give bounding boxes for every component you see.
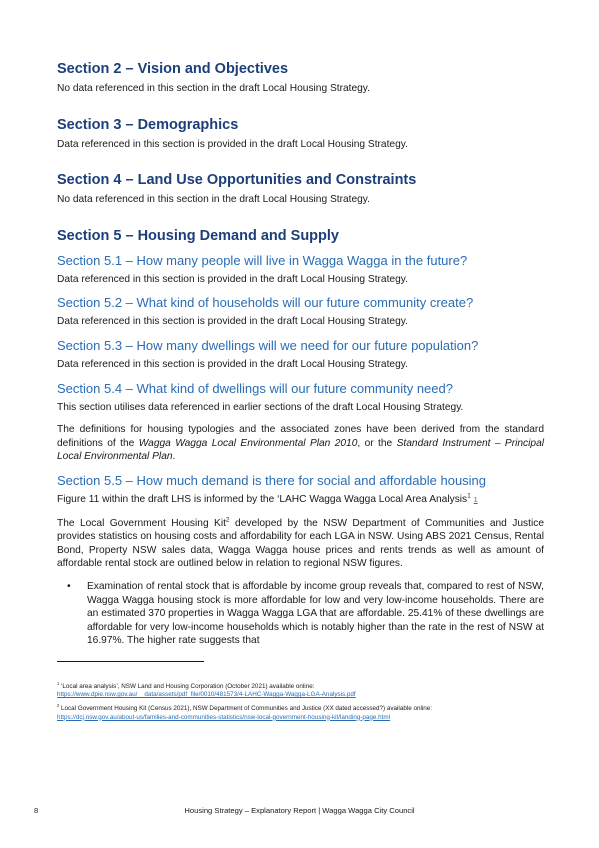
footnote-2 [57,705,544,721]
bullet-list [57,580,544,648]
section-5-4-body-1: This section utilises data referenced in earlier sections of the draft Local Housing Strategy. [57,401,464,413]
section-5-5-heading: Section 5.5 – How much demand is there for social and affordable housing [57,472,487,488]
section-4-body: No data referenced in this section in the draft Local Housing Strategy. [57,194,370,206]
section-5-5-body-2 [57,517,544,571]
section-3-body: Data referenced in this section is provided in the draft Local Housing Strategy. [57,138,408,150]
footnote-number: 2 [57,703,60,709]
footnote-url-1[interactable]: https://www.dpie.nsw.gov.au/__data/assets/pdf_file/0010/481573/4-LAHC-Wagga-Wagga-LGA-Analysis.pdf [57,691,356,699]
section-2-body: No data referenced in this section in the draft Local Housing Strategy. [57,83,370,94]
section-2-heading: Section 2 – Vision and Objectives [57,61,289,77]
section-5-2-body: Data referenced in this section is provided in the draft Local Housing Strategy. [57,316,408,328]
lep-title: Wagga Wagga Local Environmental Plan 2010 [138,437,358,449]
section-3-heading: Section 3 – Demographics [57,116,239,133]
footnote-ref-1: 1 [467,492,471,500]
text-run: , or the [357,437,397,449]
section-5-1-body: Data referenced in this section is provided in the draft Local Housing Strategy. [57,273,408,285]
footnote-ref-2: 2 [225,516,230,524]
page-content [57,60,544,648]
footnote-number: 1 [57,680,60,686]
section-5-4-body-2 [57,423,544,464]
footnote-link-1[interactable]: 1 [473,496,478,504]
section-5-4-heading: Section 5.4 – What kind of dwellings will our future community need? [57,380,453,396]
section-5-3-body: Data referenced in this section is provided in the draft Local Housing Strategy. [57,358,408,370]
text-run: . [172,451,176,463]
section-5-3-heading: Section 5.3 – How many dwellings will we need for our future population? [57,337,479,353]
bullet-icon: • [67,580,71,592]
section-5-heading: Section 5 – Housing Demand and Supply [57,227,339,244]
text-run: The definitions for housing typologies and the associated zones have been derived from the standard definitions of the [57,424,544,449]
footnote-url-2[interactable]: https://dcj.nsw.gov.au/about-us/families-and-communities-statistics/nsw-local-government-housing-kit/landing-page.html [57,713,391,721]
footnotes [57,680,544,728]
section-5-2-heading: Section 5.2 – What kind of households will our future community create? [57,295,474,311]
page-number: 8 [34,806,39,815]
footnote-text: Local Government Housing Kit (Census 2021), NSW Department of Communities and Justice (XX dated accessed?) available online: [59,705,433,713]
standard-instrument-title: Standard Instrument – Principal Local Environmental Plan [57,437,545,463]
footnote-separator [57,661,204,662]
footnote-text: ‘Local area analysis’, NSW Land and Housing Corporation (October 2021) available online: [59,683,315,690]
section-5-5-body-1 [57,493,544,508]
text-run: developed by the NSW Department of Communities and Justice provides statistics on housing costs and affordability for each LGA in NSW. Using ABS 2021 Census, Rental Bond, Property NSW sales data, Wagga Wagga house prices and rents trends as well as amount of affordable rental stock are outlined below in relation to regional NSW figures. [57,517,544,570]
section-5-1-heading: Section 5.1 – How many people will live in Wagga Wagga in the future? [57,252,468,268]
text-run: Figure 11 within the draft LHS is informed by the ‘LAHC Wagga Wagga Local Area Analysis [57,493,468,505]
list-item [67,580,544,648]
section-4-heading: Section 4 – Land Use Opportunities and Constraints [57,172,417,189]
text-run: The Local Government Housing Kit [57,517,226,529]
footnote-1 [57,680,544,699]
footer-text: Housing Strategy – Explanatory Report | Wagga Wagga City Council [184,806,415,815]
list-item-text: Examination of rental stock that is affordable by income group reveals that, compared to rest of NSW, Wagga Wagga housing stock is more affordable for low and very low-income households. There are an estimated 370 properties in Wagga Wagga LGA that are affordable. 25.41% of these dwellings are affordable for very low-income households which is notably higher than the rate in the rest of NSW at 16.97%. The higher rate suggests that [87,580,544,647]
